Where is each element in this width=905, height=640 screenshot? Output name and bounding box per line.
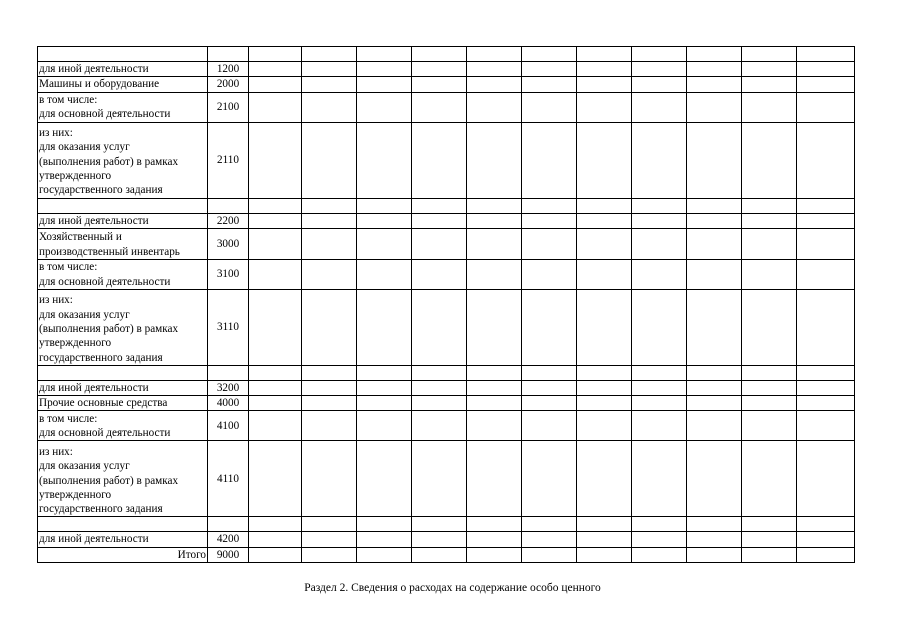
value-cell[interactable]	[302, 92, 357, 122]
value-cell[interactable]	[357, 441, 412, 517]
row-label-cell	[38, 411, 208, 441]
row-label-line: (выполнения работ) в рамках	[39, 155, 179, 168]
value-cell[interactable]	[522, 441, 577, 517]
value-cell[interactable]	[412, 259, 467, 289]
value-cell[interactable]	[632, 77, 687, 92]
value-cell[interactable]	[249, 122, 302, 198]
value-cell[interactable]	[797, 92, 855, 122]
value-cell[interactable]	[357, 532, 412, 547]
value-cell[interactable]	[632, 411, 687, 441]
value-cell[interactable]	[742, 517, 797, 532]
value-cell[interactable]	[742, 92, 797, 122]
value-cell[interactable]	[632, 92, 687, 122]
value-cell[interactable]	[522, 380, 577, 395]
value-cell[interactable]	[357, 259, 412, 289]
value-cell[interactable]	[742, 213, 797, 228]
value-cell[interactable]	[742, 380, 797, 395]
value-cell[interactable]	[412, 289, 467, 365]
value-cell[interactable]	[632, 213, 687, 228]
value-cell[interactable]	[632, 259, 687, 289]
row-label-cell	[38, 198, 208, 213]
value-cell[interactable]	[687, 441, 742, 517]
row-code-cell	[208, 517, 249, 532]
value-cell[interactable]	[687, 365, 742, 380]
value-cell[interactable]	[522, 92, 577, 122]
value-cell[interactable]	[249, 411, 302, 441]
value-cell[interactable]	[632, 380, 687, 395]
row-label-cell	[38, 122, 208, 198]
value-cell[interactable]	[467, 517, 522, 532]
row-code-cell	[208, 47, 249, 62]
value-cell[interactable]	[797, 228, 855, 259]
value-cell[interactable]	[632, 532, 687, 547]
value-cell[interactable]	[249, 532, 302, 547]
value-cell[interactable]	[577, 122, 632, 198]
row-label-line: для иной деятельности	[39, 63, 149, 75]
value-cell[interactable]	[797, 213, 855, 228]
value-cell[interactable]	[357, 213, 412, 228]
value-cell[interactable]	[302, 441, 357, 517]
value-cell[interactable]	[577, 396, 632, 411]
table-row	[38, 198, 855, 213]
value-cell[interactable]	[412, 213, 467, 228]
value-cell[interactable]	[249, 77, 302, 92]
value-cell[interactable]	[249, 289, 302, 365]
value-cell[interactable]	[577, 365, 632, 380]
value-cell[interactable]	[687, 62, 742, 77]
value-cell[interactable]	[577, 62, 632, 77]
value-cell[interactable]	[797, 289, 855, 365]
value-cell[interactable]	[797, 198, 855, 213]
value-cell[interactable]	[302, 47, 357, 62]
row-label-line: для оказания услуг	[39, 141, 130, 154]
row-code-cell	[208, 198, 249, 213]
row-code-cell: 1200	[208, 62, 249, 77]
value-cell[interactable]	[412, 517, 467, 532]
row-label-line: для иной деятельности	[39, 214, 149, 227]
value-cell[interactable]	[797, 122, 855, 198]
value-cell[interactable]	[412, 122, 467, 198]
table-row	[38, 380, 855, 395]
row-label-line: для основной деятельности	[39, 108, 171, 121]
section-caption: Раздел 2. Сведения о расходах на содержание особо ценного	[304, 582, 601, 594]
value-cell[interactable]	[249, 198, 302, 213]
row-code-cell: 4200	[208, 532, 249, 547]
row-label-cell	[38, 396, 208, 411]
row-label-cell	[38, 365, 208, 380]
value-cell[interactable]	[412, 365, 467, 380]
table-row	[38, 441, 855, 517]
value-cell[interactable]	[577, 289, 632, 365]
value-cell[interactable]	[522, 228, 577, 259]
value-cell[interactable]	[577, 411, 632, 441]
value-cell[interactable]	[797, 547, 855, 562]
value-cell[interactable]	[357, 547, 412, 562]
value-cell[interactable]	[412, 441, 467, 517]
value-cell[interactable]	[742, 47, 797, 62]
value-cell[interactable]	[577, 547, 632, 562]
row-label-line: в том числе:	[39, 412, 98, 425]
value-cell[interactable]	[797, 532, 855, 547]
row-label-line: Хозяйственный и	[39, 231, 122, 244]
row-label-line: (выполнения работ) в рамках	[39, 323, 179, 335]
value-cell[interactable]	[797, 380, 855, 395]
value-cell[interactable]	[522, 259, 577, 289]
value-cell[interactable]	[522, 532, 577, 547]
value-cell[interactable]	[249, 228, 302, 259]
value-cell[interactable]	[797, 441, 855, 517]
row-label-line: государственного задания	[39, 184, 163, 197]
value-cell[interactable]	[797, 259, 855, 289]
table-row	[38, 547, 855, 562]
value-cell[interactable]	[577, 380, 632, 395]
value-cell[interactable]	[357, 411, 412, 441]
value-cell[interactable]	[632, 122, 687, 198]
row-label-cell	[38, 517, 208, 532]
value-cell[interactable]	[687, 92, 742, 122]
row-label-line: из них:	[39, 446, 73, 458]
value-cell[interactable]	[687, 228, 742, 259]
value-cell[interactable]	[742, 62, 797, 77]
value-cell[interactable]	[357, 289, 412, 365]
value-cell[interactable]	[797, 47, 855, 62]
value-cell[interactable]	[797, 62, 855, 77]
table-row	[38, 213, 855, 228]
value-cell[interactable]	[467, 77, 522, 92]
table-row	[38, 47, 855, 62]
value-cell[interactable]	[797, 365, 855, 380]
value-cell[interactable]	[687, 47, 742, 62]
value-cell[interactable]	[687, 517, 742, 532]
value-cell[interactable]	[742, 289, 797, 365]
row-label-cell	[38, 213, 208, 228]
row-code-cell	[208, 365, 249, 380]
value-cell[interactable]	[742, 198, 797, 213]
value-cell[interactable]	[577, 517, 632, 532]
value-cell[interactable]	[577, 532, 632, 547]
value-cell[interactable]	[742, 77, 797, 92]
value-cell[interactable]	[687, 213, 742, 228]
row-code-cell: 3200	[208, 380, 249, 395]
row-label-line: Прочие основные средства	[39, 397, 168, 410]
value-cell[interactable]	[632, 365, 687, 380]
expense-table	[37, 46, 855, 563]
row-label-line: (выполнения работ) в рамках	[39, 474, 179, 487]
value-cell[interactable]	[357, 92, 412, 122]
value-cell[interactable]	[797, 411, 855, 441]
row-code-cell: 4000	[208, 396, 249, 411]
value-cell[interactable]	[302, 396, 357, 411]
value-cell[interactable]	[687, 380, 742, 395]
value-cell[interactable]	[467, 228, 522, 259]
row-label-line: для иной деятельности	[39, 533, 149, 546]
row-label-cell	[38, 380, 208, 395]
value-cell[interactable]	[577, 259, 632, 289]
row-code-cell: 2110	[208, 122, 249, 198]
value-cell[interactable]	[249, 547, 302, 562]
row-label-line: государственного задания	[39, 351, 163, 364]
value-cell[interactable]	[412, 228, 467, 259]
value-cell[interactable]	[742, 441, 797, 517]
value-cell[interactable]	[412, 532, 467, 547]
value-cell[interactable]	[687, 532, 742, 547]
row-label-line: Машины и оборудование	[39, 78, 160, 91]
value-cell[interactable]	[687, 77, 742, 92]
value-cell[interactable]	[467, 289, 522, 365]
value-cell[interactable]	[467, 532, 522, 547]
value-cell[interactable]	[742, 396, 797, 411]
value-cell[interactable]	[797, 396, 855, 411]
value-cell[interactable]	[632, 517, 687, 532]
value-cell[interactable]	[249, 62, 302, 77]
value-cell[interactable]	[742, 532, 797, 547]
value-cell[interactable]	[687, 122, 742, 198]
value-cell[interactable]	[249, 92, 302, 122]
value-cell[interactable]	[302, 380, 357, 395]
row-label-cell	[38, 532, 208, 547]
value-cell[interactable]	[467, 259, 522, 289]
value-cell[interactable]	[522, 289, 577, 365]
table-row	[38, 289, 855, 365]
value-cell[interactable]	[249, 47, 302, 62]
value-cell[interactable]	[412, 47, 467, 62]
value-cell[interactable]	[412, 411, 467, 441]
value-cell[interactable]	[687, 289, 742, 365]
value-cell[interactable]	[577, 92, 632, 122]
table-row	[38, 365, 855, 380]
value-cell[interactable]	[687, 259, 742, 289]
value-cell[interactable]	[249, 213, 302, 228]
table-row	[38, 411, 855, 441]
value-cell[interactable]	[357, 365, 412, 380]
value-cell[interactable]	[302, 411, 357, 441]
row-code-cell: 2200	[208, 213, 249, 228]
value-cell[interactable]	[412, 77, 467, 92]
value-cell[interactable]	[467, 547, 522, 562]
value-cell[interactable]	[412, 198, 467, 213]
value-cell[interactable]	[302, 62, 357, 77]
row-label-line: в том числе:	[39, 94, 98, 106]
value-cell[interactable]	[522, 47, 577, 62]
value-cell[interactable]	[302, 228, 357, 259]
value-cell[interactable]	[249, 517, 302, 532]
row-code-cell: 3000	[208, 228, 249, 259]
value-cell[interactable]	[302, 517, 357, 532]
value-cell[interactable]	[357, 380, 412, 395]
row-label-cell	[38, 259, 208, 289]
value-cell[interactable]	[522, 396, 577, 411]
value-cell[interactable]	[577, 228, 632, 259]
value-cell[interactable]	[742, 122, 797, 198]
value-cell[interactable]	[687, 547, 742, 562]
value-cell[interactable]	[522, 547, 577, 562]
row-code-cell: 4100	[208, 411, 249, 441]
value-cell[interactable]	[467, 380, 522, 395]
row-label-line: из них:	[39, 127, 73, 140]
value-cell[interactable]	[797, 517, 855, 532]
value-cell[interactable]	[522, 122, 577, 198]
row-label-line: в том числе:	[39, 261, 98, 274]
value-cell[interactable]	[577, 77, 632, 92]
value-cell[interactable]	[577, 198, 632, 213]
row-label-line: Итого	[177, 548, 206, 561]
table-row	[38, 228, 855, 259]
row-label-cell	[38, 441, 208, 517]
value-cell[interactable]	[522, 517, 577, 532]
value-cell[interactable]	[742, 547, 797, 562]
value-cell[interactable]	[632, 228, 687, 259]
value-cell[interactable]	[522, 198, 577, 213]
value-cell[interactable]	[357, 198, 412, 213]
value-cell[interactable]	[632, 198, 687, 213]
value-cell[interactable]	[249, 365, 302, 380]
value-cell[interactable]	[302, 213, 357, 228]
row-label-cell	[38, 62, 208, 77]
value-cell[interactable]	[467, 365, 522, 380]
value-cell[interactable]	[632, 62, 687, 77]
value-cell[interactable]	[742, 259, 797, 289]
row-label-line: производственный инвентарь	[39, 245, 180, 258]
value-cell[interactable]	[467, 411, 522, 441]
value-cell[interactable]	[357, 228, 412, 259]
row-code-cell: 4110	[208, 441, 249, 517]
value-cell[interactable]	[412, 380, 467, 395]
value-cell[interactable]	[687, 198, 742, 213]
value-cell[interactable]	[522, 365, 577, 380]
value-cell[interactable]	[742, 365, 797, 380]
value-cell[interactable]	[797, 77, 855, 92]
value-cell[interactable]	[302, 198, 357, 213]
row-label-line: для оказания услуг	[39, 460, 130, 473]
row-label-cell	[38, 289, 208, 365]
table-row	[38, 92, 855, 122]
row-label-line: утвержденного	[39, 337, 112, 350]
row-label-cell	[38, 547, 208, 562]
value-cell[interactable]	[357, 62, 412, 77]
table-row	[38, 77, 855, 92]
value-cell[interactable]	[357, 47, 412, 62]
row-label-cell	[38, 47, 208, 62]
value-cell[interactable]	[302, 365, 357, 380]
value-cell[interactable]	[742, 411, 797, 441]
value-cell[interactable]	[687, 411, 742, 441]
value-cell[interactable]	[467, 441, 522, 517]
value-cell[interactable]	[632, 441, 687, 517]
value-cell[interactable]	[249, 259, 302, 289]
row-label-line: для иной деятельности	[39, 381, 149, 394]
row-code-cell: 3110	[208, 289, 249, 365]
value-cell[interactable]	[632, 396, 687, 411]
value-cell[interactable]	[302, 547, 357, 562]
value-cell[interactable]	[577, 441, 632, 517]
value-cell[interactable]	[357, 396, 412, 411]
value-cell[interactable]	[577, 47, 632, 62]
row-label-line: из них:	[39, 294, 73, 307]
value-cell[interactable]	[467, 396, 522, 411]
table-row	[38, 122, 855, 198]
row-label-cell	[38, 77, 208, 92]
value-cell[interactable]	[467, 62, 522, 77]
table-row	[38, 259, 855, 289]
value-cell[interactable]	[412, 396, 467, 411]
value-cell[interactable]	[467, 198, 522, 213]
row-label-line: утвержденного	[39, 488, 112, 501]
value-cell[interactable]	[357, 77, 412, 92]
row-label-line: для основной деятельности	[39, 427, 171, 440]
row-label-cell	[38, 228, 208, 259]
value-cell[interactable]	[302, 289, 357, 365]
value-cell[interactable]	[687, 396, 742, 411]
value-cell[interactable]	[249, 441, 302, 517]
value-cell[interactable]	[522, 62, 577, 77]
row-code-cell: 3100	[208, 259, 249, 289]
row-label-line: утвержденного	[39, 170, 112, 182]
table-row	[38, 532, 855, 547]
value-cell[interactable]	[522, 77, 577, 92]
value-cell[interactable]	[632, 47, 687, 62]
value-cell[interactable]	[522, 213, 577, 228]
value-cell[interactable]	[577, 213, 632, 228]
value-cell[interactable]	[467, 92, 522, 122]
row-label-line: для основной деятельности	[39, 275, 171, 288]
row-code-cell: 2000	[208, 77, 249, 92]
value-cell[interactable]	[467, 47, 522, 62]
table-row	[38, 396, 855, 411]
value-cell[interactable]	[522, 411, 577, 441]
value-cell[interactable]	[632, 547, 687, 562]
value-cell[interactable]	[302, 77, 357, 92]
table-row	[38, 517, 855, 532]
value-cell[interactable]	[412, 547, 467, 562]
row-label-cell	[38, 92, 208, 122]
value-cell[interactable]	[467, 213, 522, 228]
value-cell[interactable]	[302, 259, 357, 289]
row-label-line: для оказания услуг	[39, 308, 130, 321]
value-cell[interactable]	[412, 92, 467, 122]
value-cell[interactable]	[632, 289, 687, 365]
table-row	[38, 62, 855, 77]
row-label-line: государственного задания	[39, 503, 163, 516]
value-cell[interactable]	[412, 62, 467, 77]
value-cell[interactable]	[249, 396, 302, 411]
value-cell[interactable]	[742, 228, 797, 259]
value-cell[interactable]	[357, 517, 412, 532]
value-cell[interactable]	[357, 122, 412, 198]
row-code-cell: 2100	[208, 92, 249, 122]
value-cell[interactable]	[302, 122, 357, 198]
value-cell[interactable]	[467, 122, 522, 198]
row-code-cell: 9000	[208, 547, 249, 562]
value-cell[interactable]	[302, 532, 357, 547]
value-cell[interactable]	[249, 380, 302, 395]
